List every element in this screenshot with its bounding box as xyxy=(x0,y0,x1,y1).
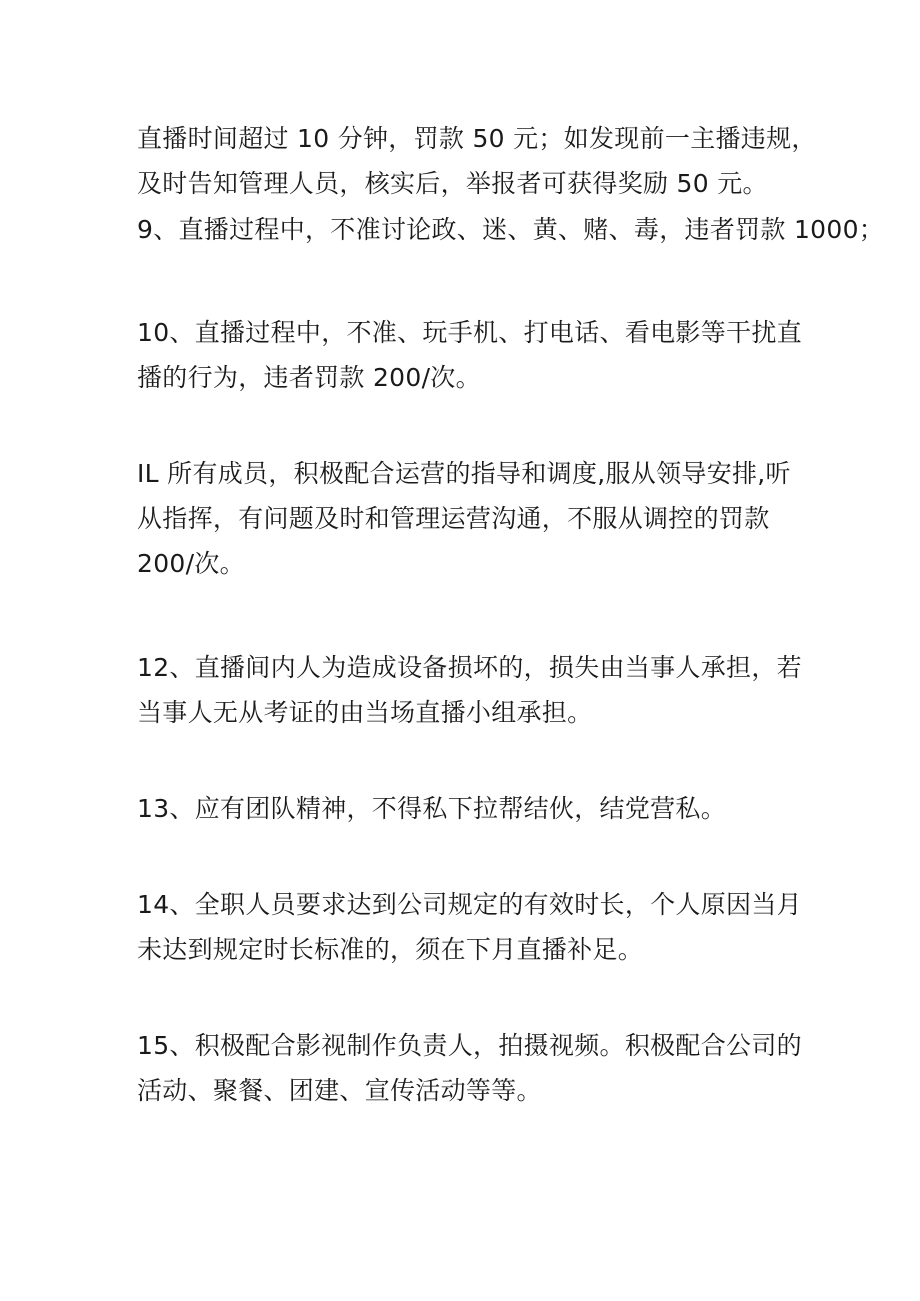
text-line: 从指挥，有问题及时和管理运营沟通，不服从调控的罚款 xyxy=(137,504,770,533)
paragraph-rule-12 xyxy=(137,645,807,735)
text-line: 15、积极配合影视制作负责人，拍摄视频。积极配合公司的 xyxy=(137,1031,802,1060)
paragraph-rule-13 xyxy=(137,786,807,831)
text-line: 9、直播过程中，不准讨论政、迷、黄、赌、毒，违者罚款 1000； xyxy=(137,215,885,244)
text-line: 播的行为，违者罚款 200/次。 xyxy=(137,363,481,392)
paragraph-rule-10 xyxy=(137,310,807,400)
paragraph-rule-11 xyxy=(137,451,807,586)
text-line: 及时告知管理人员，核实后，举报者可获得奖励 50 元。 xyxy=(137,169,768,198)
text-line: 10、直播过程中，不准、玩手机、打电话、看电影等干扰直 xyxy=(137,318,802,347)
text-line: 14、全职人员要求达到公司规定的有效时长，个人原因当月 xyxy=(137,890,802,919)
text-line: 直播时间超过 10 分钟，罚款 50 元；如发现前一主播违规， xyxy=(137,124,817,153)
text-line: 当事人无从考证的由当场直播小组承担。 xyxy=(137,698,593,727)
paragraph-rule-9 xyxy=(137,207,885,252)
text-line: 200/次。 xyxy=(137,549,245,578)
paragraph-rule-14 xyxy=(137,882,807,972)
paragraph-rule-15 xyxy=(137,1023,807,1113)
paragraph-penalty-overtime xyxy=(137,116,817,206)
text-line: 13、应有团队精神，不得私下拉帮结伙，结党营私。 xyxy=(137,794,727,823)
text-line: 12、直播间内人为造成设备损坏的，损失由当事人承担，若 xyxy=(137,653,802,682)
text-line: IL 所有成员，积极配合运营的指导和调度,服从领导安排,听 xyxy=(137,459,791,488)
text-line: 未达到规定时长标准的，须在下月直播补足。 xyxy=(137,935,644,964)
text-line: 活动、聚餐、团建、宣传活动等等。 xyxy=(137,1076,542,1105)
